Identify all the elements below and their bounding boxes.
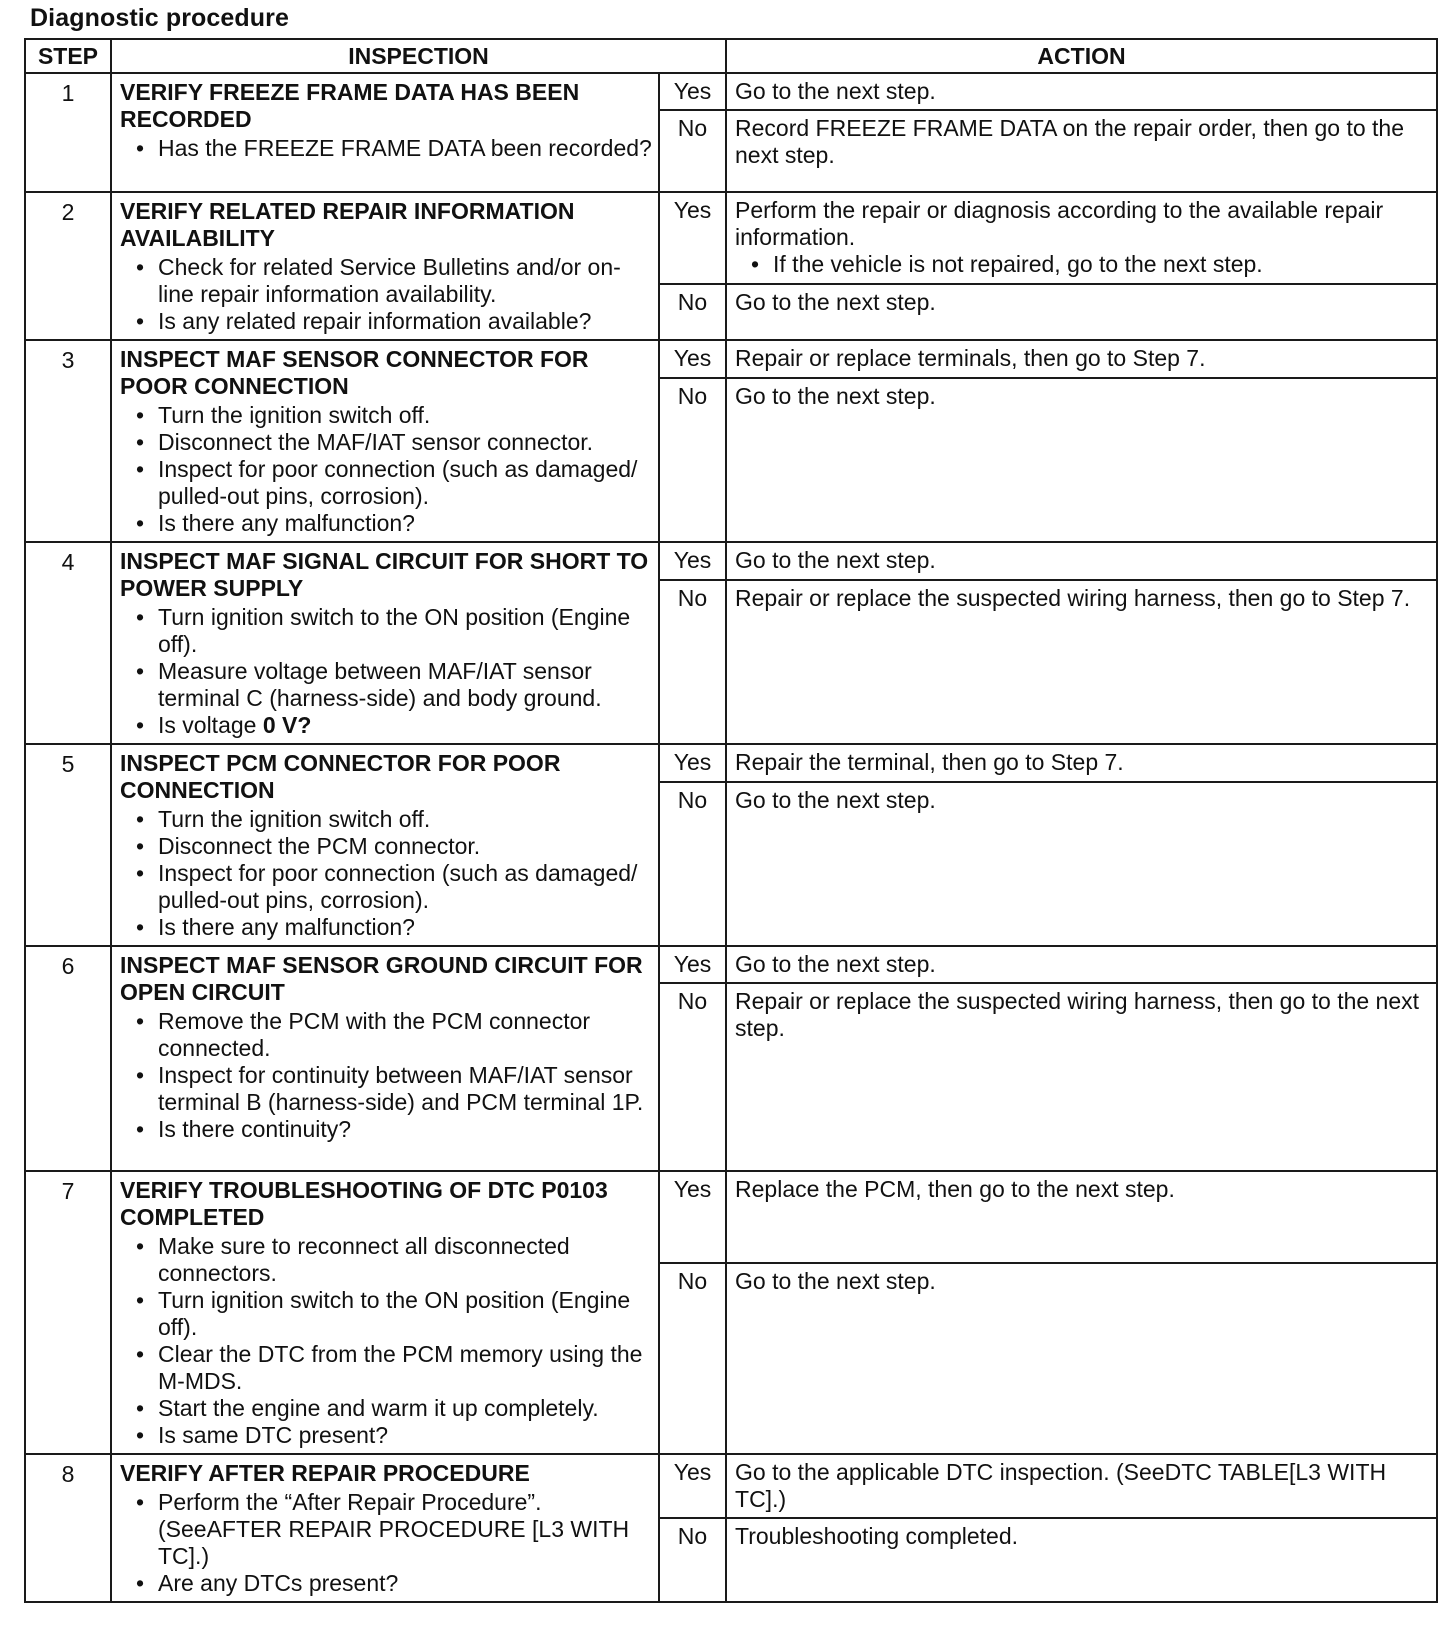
inspection-cell <box>111 192 659 340</box>
yes-label: Yes <box>659 542 726 580</box>
no-action: Repair or replace the suspected wiring harness, then go to Step 7. <box>726 580 1437 744</box>
step-row-yes <box>25 744 1437 782</box>
yes-action: Go to the applicable DTC inspection. (SeeDTC TABLE[L3 WITH TC].) <box>726 1454 1437 1518</box>
inspection-item: • Start the engine and warm it up completely. <box>158 1395 652 1422</box>
inspection-list <box>120 806 652 941</box>
inspection-item: • Disconnect the PCM connector. <box>158 833 652 860</box>
inspection-list <box>120 254 652 335</box>
yes-action: Repair or replace terminals, then go to Step 7. <box>726 340 1437 378</box>
inspection-heading: INSPECT MAF SENSOR GROUND CIRCUIT FOR OPEN CIRCUIT <box>120 952 643 1005</box>
yes-action <box>726 192 1437 284</box>
inspection-heading: VERIFY RELATED REPAIR INFORMATION AVAILABILITY <box>120 198 575 251</box>
inspection-heading: VERIFY FREEZE FRAME DATA HAS BEEN RECORDED <box>120 79 580 132</box>
step-row-yes <box>25 1171 1437 1263</box>
inspection-item <box>158 712 652 739</box>
step-number: 5 <box>25 744 111 946</box>
no-label: No <box>659 983 726 1171</box>
yes-label: Yes <box>659 1171 726 1263</box>
diagnostic-table <box>24 38 1438 1603</box>
inspection-item: • Is any related repair information available? <box>158 308 652 335</box>
inspection-item: • Perform the “After Repair Procedure”. (SeeAFTER REPAIR PROCEDURE [L3 WITH TC].) <box>158 1489 652 1570</box>
no-label: No <box>659 580 726 744</box>
inspection-item: • Inspect for continuity between MAF/IAT sensor terminal B (harness-side) and PCM terminal 1P. <box>158 1062 652 1116</box>
inspection-cell <box>111 340 659 542</box>
inspection-item: • Inspect for poor connection (such as damaged/ pulled-out pins, corrosion). <box>158 860 652 914</box>
inspection-cell <box>111 1171 659 1454</box>
yes-label: Yes <box>659 340 726 378</box>
yes-action: Replace the PCM, then go to the next step. <box>726 1171 1437 1263</box>
step-number: 4 <box>25 542 111 744</box>
yes-label: Yes <box>659 744 726 782</box>
no-label: No <box>659 1263 726 1454</box>
inspection-item: • Inspect for poor connection (such as damaged/ pulled-out pins, corrosion). <box>158 456 652 510</box>
inspection-item: • Disconnect the MAF/IAT sensor connector. <box>158 429 652 456</box>
step-row-yes <box>25 340 1437 378</box>
inspection-item: • Turn ignition switch to the ON position (Engine off). <box>158 1287 652 1341</box>
inspection-cell <box>111 744 659 946</box>
no-label: No <box>659 782 726 946</box>
header-row <box>25 39 1437 73</box>
inspection-item: • Turn the ignition switch off. <box>158 402 652 429</box>
no-action: Go to the next step. <box>726 284 1437 340</box>
step-number: 6 <box>25 946 111 1171</box>
yes-label: Yes <box>659 192 726 284</box>
step-row-yes <box>25 542 1437 580</box>
inspection-item: • Remove the PCM with the PCM connector connected. <box>158 1008 652 1062</box>
yes-label: Yes <box>659 1454 726 1518</box>
inspection-item: • Turn the ignition switch off. <box>158 806 652 833</box>
inspection-heading: VERIFY AFTER REPAIR PROCEDURE <box>120 1460 530 1486</box>
yes-action-item: • If the vehicle is not repaired, go to the next step. <box>773 251 1430 278</box>
inspection-item: • Is there any malfunction? <box>158 914 652 941</box>
inspection-list <box>120 402 652 537</box>
step-number: 2 <box>25 192 111 340</box>
inspection-item-value: 0 V? <box>262 712 312 738</box>
inspection-item: • Check for related Service Bulletins and/or on-line repair information availability. <box>158 254 652 308</box>
inspection-item: • Measure voltage between MAF/IAT sensor terminal C (harness-side) and body ground. <box>158 658 652 712</box>
inspection-cell <box>111 946 659 1171</box>
yes-label: Yes <box>659 946 726 983</box>
inspection-list <box>120 1008 652 1143</box>
inspection-list <box>120 135 652 162</box>
no-label: No <box>659 284 726 340</box>
step-row-yes <box>25 946 1437 983</box>
inspection-list <box>120 1233 652 1449</box>
no-action: Record FREEZE FRAME DATA on the repair order, then go to the next step. <box>726 110 1437 192</box>
inspection-item: • Is there any malfunction? <box>158 510 652 537</box>
inspection-heading: INSPECT MAF SIGNAL CIRCUIT FOR SHORT TO POWER SUPPLY <box>120 548 649 601</box>
inspection-item: • Clear the DTC from the PCM memory using the M-MDS. <box>158 1341 652 1395</box>
inspection-cell <box>111 542 659 744</box>
inspection-cell <box>111 1454 659 1602</box>
inspection-item: • Is there continuity? <box>158 1116 652 1143</box>
yes-action: Go to the next step. <box>726 73 1437 110</box>
yes-action: Go to the next step. <box>726 542 1437 580</box>
no-action: Go to the next step. <box>726 1263 1437 1454</box>
inspection-heading: VERIFY TROUBLESHOOTING OF DTC P0103 COMPLETED <box>120 1177 608 1230</box>
inspection-item: • Has the FREEZE FRAME DATA been recorded? <box>158 135 652 162</box>
inspection-list <box>120 1489 652 1597</box>
step-row-yes <box>25 73 1437 110</box>
no-label: No <box>659 1518 726 1602</box>
inspection-item: • Is same DTC present? <box>158 1422 652 1449</box>
inspection-item: • Turn ignition switch to the ON position (Engine off). <box>158 604 652 658</box>
yes-action-list <box>735 251 1430 278</box>
step-number: 7 <box>25 1171 111 1454</box>
header-inspection: INSPECTION <box>111 39 726 73</box>
inspection-item: • Are any DTCs present? <box>158 1570 652 1597</box>
header-action: ACTION <box>726 39 1437 73</box>
no-label: No <box>659 110 726 192</box>
no-action: Go to the next step. <box>726 378 1437 542</box>
inspection-item-text: Is voltage <box>158 712 263 738</box>
inspection-cell <box>111 73 659 192</box>
no-action: Repair or replace the suspected wiring harness, then go to the next step. <box>726 983 1437 1171</box>
step-number: 3 <box>25 340 111 542</box>
no-label: No <box>659 378 726 542</box>
inspection-item: • Make sure to reconnect all disconnected connectors. <box>158 1233 652 1287</box>
step-row-yes <box>25 192 1437 284</box>
yes-action-text: Perform the repair or diagnosis according to the available repair information. <box>735 197 1384 250</box>
step-number: 1 <box>25 73 111 192</box>
inspection-heading: INSPECT PCM CONNECTOR FOR POOR CONNECTION <box>120 750 561 803</box>
step-number: 8 <box>25 1454 111 1602</box>
no-action: Go to the next step. <box>726 782 1437 946</box>
section-title: Diagnostic procedure <box>30 4 289 32</box>
yes-action: Repair the terminal, then go to Step 7. <box>726 744 1437 782</box>
step-row-yes <box>25 1454 1437 1518</box>
inspection-list <box>120 604 652 739</box>
yes-action: Go to the next step. <box>726 946 1437 983</box>
yes-label: Yes <box>659 73 726 110</box>
inspection-heading: INSPECT MAF SENSOR CONNECTOR FOR POOR CONNECTION <box>120 346 589 399</box>
header-step: STEP <box>25 39 111 73</box>
no-action: Troubleshooting completed. <box>726 1518 1437 1602</box>
